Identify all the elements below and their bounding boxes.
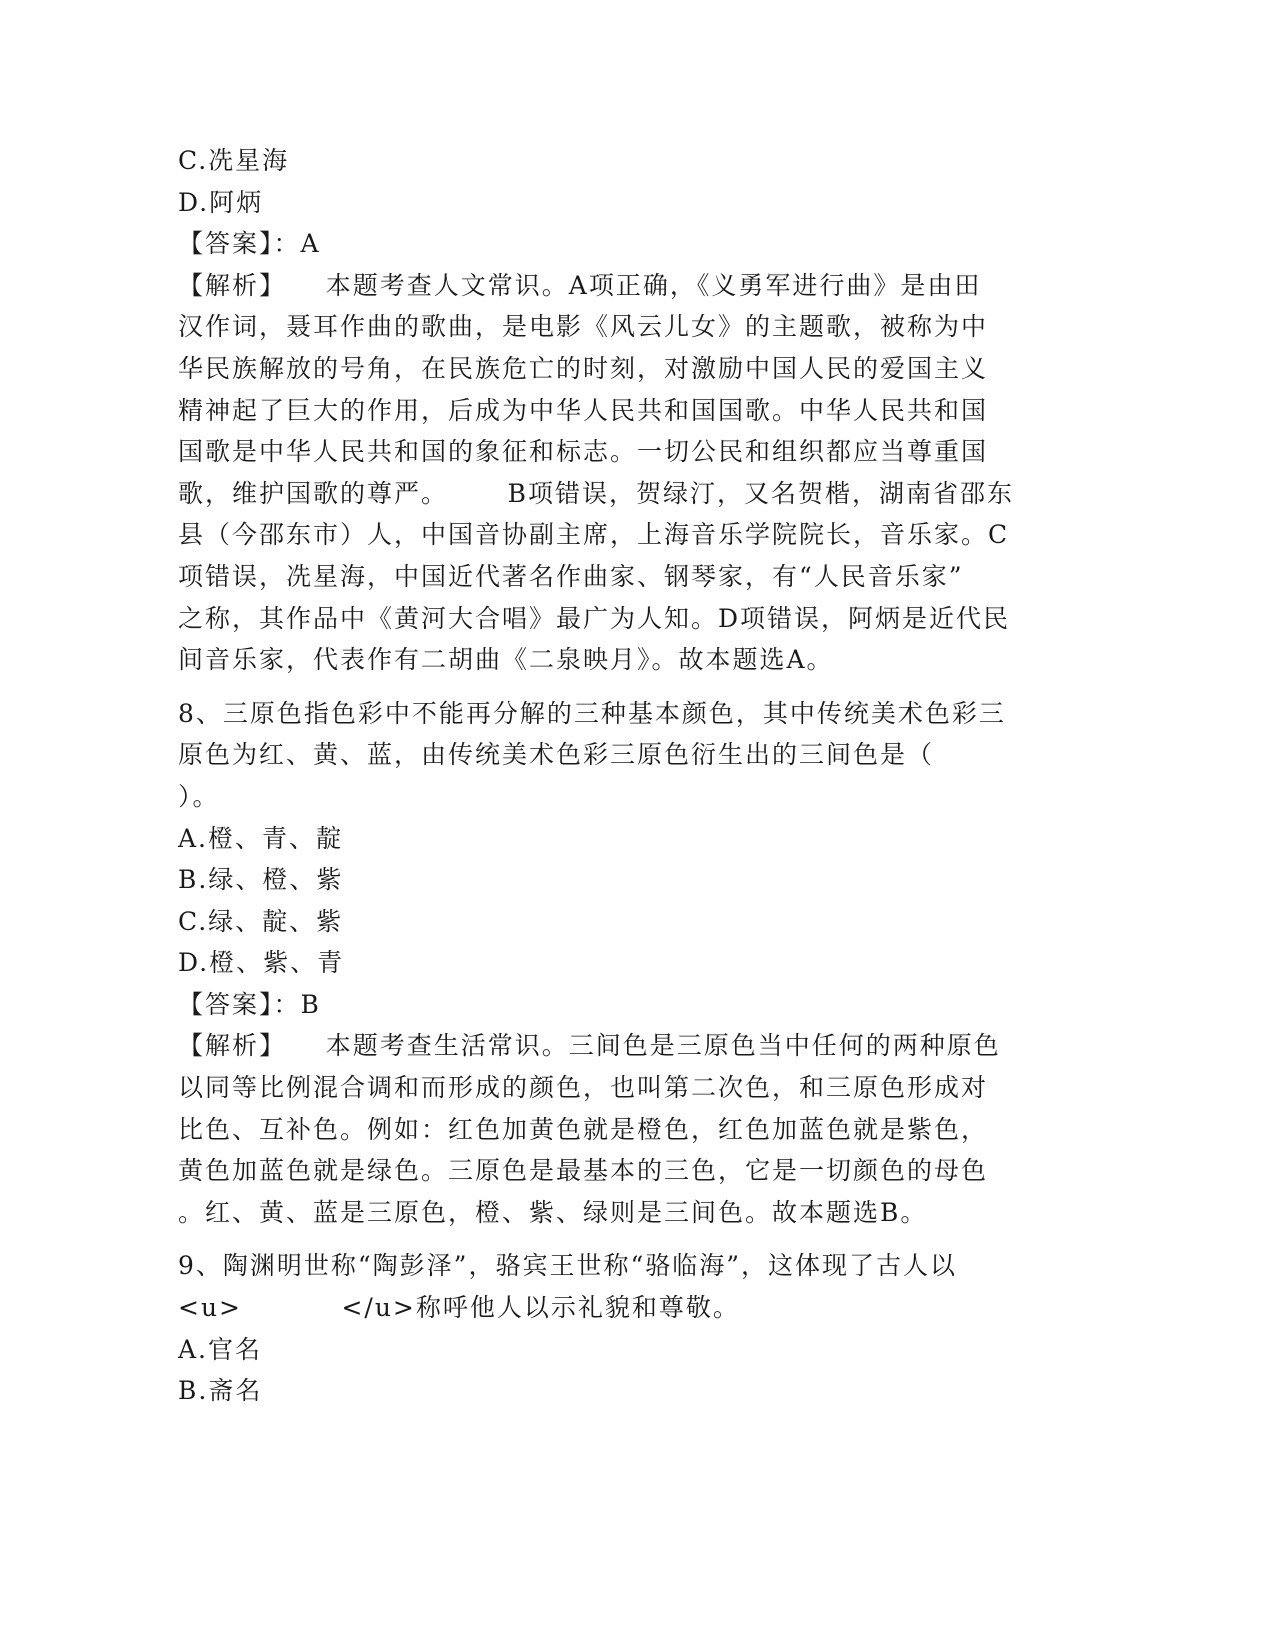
question-line: 8、三原色指色彩中不能再分解的三种基本颜色，其中传统美术色彩三 [178,698,1006,728]
q8-option-a: A.橙、青、靛 [178,823,344,853]
question-line: 原色为红、黄、蓝，由传统美术色彩三原色衍生出的三间色是（ [178,740,935,770]
q8-option-b: B.绿、橙、紫 [178,865,344,895]
q7-option-c: C.冼星海 [178,146,290,175]
analysis-line: 间音乐家，代表作有二胡曲《二泉映月》。故本题选A。 [178,645,834,675]
q8-analysis [178,1025,1038,1233]
q7-answer: 【答案】：A [178,229,321,259]
analysis-line: 【解析】 本题考查生活常识。三间色是三原色当中任何的两种原色 [178,1031,1001,1061]
analysis-line: 歌，维护国歌的尊严。 B项错误，贺绿汀，又名贺楷，湖南省邵东 [178,478,1015,508]
analysis-line: 华民族解放的号角，在民族危亡的时刻，对激励中国人民的爱国主义 [178,353,989,383]
q8-stem [178,693,1038,818]
analysis-line: 汉作词，聂耳作曲的歌曲，是电影《风云儿女》的主题歌，被称为中 [178,312,989,342]
analysis-line: 县（今邵东市）人，中国音协副主席，上海音乐学院院长，音乐家。C [178,520,1010,550]
analysis-line: 以同等比例混合调和而形成的颜色，也叫第二次色，和三原色形成对 [178,1073,989,1103]
question-line: 9、陶渊明世称“陶彭泽”，骆宾王世称“骆临海”，这体现了古人以 [178,1251,958,1281]
analysis-line: 黄色加蓝色就是绿色。三原色是最基本的三色，它是一切颜色的母色 [178,1156,989,1186]
q9-stem [178,1245,1038,1328]
analysis-line: 。红、黄、蓝是三原色，橙、紫、绿则是三间色。故本题选B。 [178,1197,928,1227]
analysis-line: 比色、互补色。例如：红色加黄色就是橙色，红色加蓝色就是紫色， [178,1114,989,1144]
q7-analysis [178,265,1038,681]
q9-option-b: B.斋名 [178,1376,263,1406]
q8-option-c: C.绿、靛、紫 [178,906,344,936]
analysis-line: 精神起了巨大的作用，后成为中华人民共和国国歌。中华人民共和国 [178,395,989,425]
analysis-line: 项错误，冼星海，中国近代著名作曲家、钢琴家，有“人民音乐家” [178,561,964,591]
document-page [178,140,1038,1412]
q9-option-a: A.官名 [178,1334,263,1364]
q7-option-d: D.阿炳 [178,187,264,217]
analysis-line: 之称，其作品中《黄河大合唱》最广为人知。D项错误，阿炳是近代民 [178,603,1011,633]
analysis-line: 【解析】 本题考查人文常识。A项正确，《义勇军进行曲》是由田 [178,270,982,300]
question-line: ）。 [178,781,220,811]
q8-option-d: D.橙、紫、青 [178,948,345,978]
analysis-line: 国歌是中华人民共和国的象征和标志。一切公民和组织都应当尊重国 [178,437,989,467]
q8-answer: 【答案】：B [178,989,321,1019]
question-line: <u> </u>称呼他人以示礼貌和尊敬。 [178,1293,740,1323]
